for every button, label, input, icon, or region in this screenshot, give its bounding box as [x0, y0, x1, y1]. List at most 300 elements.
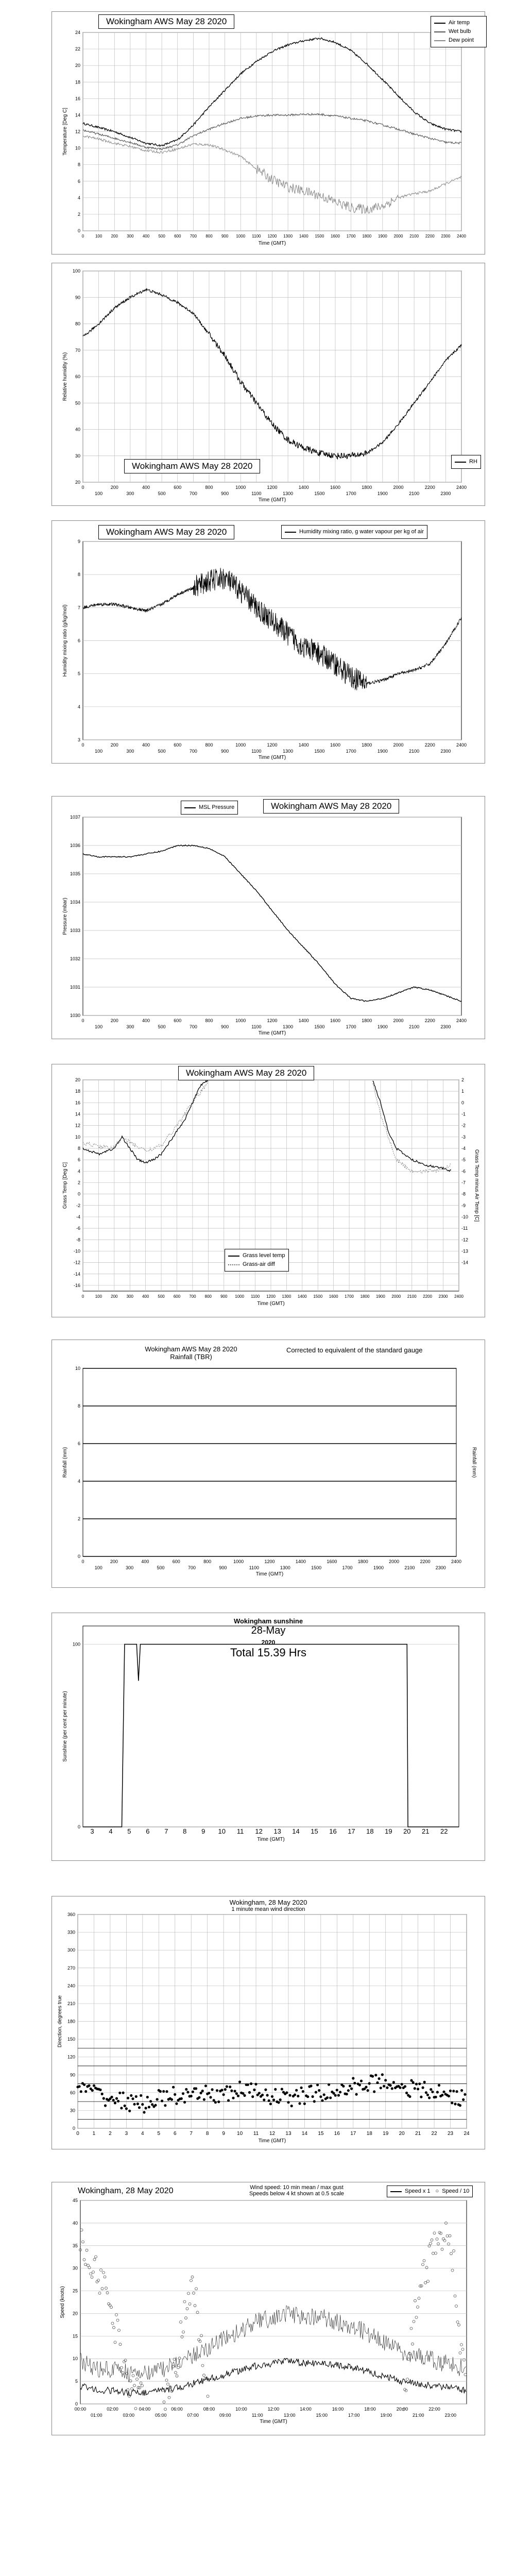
chart-legend: [225, 1249, 289, 1272]
y-tick-label: 14: [75, 1111, 80, 1117]
direction-point: [342, 2085, 345, 2088]
y-tick-label: 12: [75, 1123, 80, 1128]
direction-point: [285, 2091, 288, 2094]
direction-point: [248, 2091, 251, 2094]
x-axis-label: Time (GMT): [257, 1837, 285, 1842]
x-tick-label: 03:00: [123, 2413, 135, 2418]
y-tick-label: 7: [77, 605, 80, 611]
x-tick-label: 8: [205, 2131, 209, 2137]
direction-point: [154, 2104, 157, 2107]
x-tick-label: 600: [174, 234, 181, 239]
y2-tick-label: -13: [461, 1248, 469, 1254]
x-tick-label: 900: [221, 1024, 229, 1029]
y-tick-label: 5: [75, 2379, 78, 2384]
x-tick-label: 800: [205, 485, 213, 490]
y-tick-label: 6: [77, 1157, 80, 1163]
x-tick-label: 09:00: [219, 2413, 231, 2418]
rainfall-chart-svg: [52, 1340, 485, 1587]
sunshine-total: Total 15.39 Hrs: [230, 1646, 306, 1659]
direction-point: [263, 2098, 265, 2101]
direction-point: [358, 2083, 361, 2086]
direction-point: [435, 2096, 437, 2098]
direction-point: [124, 2105, 126, 2107]
x-tick-label: 0: [81, 1018, 84, 1023]
mixing-ratio-chart-panel: [52, 520, 485, 764]
direction-point: [279, 2098, 282, 2101]
x-tick-label: 400: [142, 1018, 150, 1023]
y-tick-label: 1033: [70, 928, 80, 933]
direction-point: [88, 2084, 90, 2087]
x-tick-label: 0: [81, 1559, 84, 1564]
direction-point: [389, 2084, 392, 2087]
y-tick-label: 25: [72, 2288, 78, 2294]
direction-point: [104, 2104, 107, 2107]
y2-tick-label: -12: [461, 1237, 469, 1243]
direction-point: [271, 2095, 273, 2098]
x-tick-label: 1000: [235, 1018, 246, 1023]
humidity-chart-panel: [52, 263, 485, 506]
x-tick-label: 07:00: [187, 2413, 199, 2418]
x-tick-label: 1700: [346, 234, 356, 239]
x-tick-label: 300: [126, 1565, 134, 1570]
chart-title: Wokingham AWS May 28 2020: [263, 799, 399, 814]
direction-point: [143, 2111, 145, 2113]
direction-point: [401, 2083, 403, 2086]
y-tick-label: 40: [75, 427, 80, 432]
x-tick-label: 2300: [435, 1565, 446, 1570]
y-tick-label: 60: [75, 374, 80, 379]
direction-point: [83, 2083, 85, 2086]
direction-point: [93, 2084, 95, 2087]
direction-point: [242, 2092, 244, 2095]
direction-point: [426, 2094, 429, 2096]
y-tick-label: 120: [67, 2054, 75, 2060]
y2-tick-label: -5: [461, 1157, 466, 1163]
mixing-ratio-chart-svg: [52, 521, 485, 763]
direction-point: [414, 2087, 416, 2090]
x-tick-label: 22: [440, 1827, 448, 1835]
y-tick-label: 30: [70, 2108, 75, 2113]
x-tick-label: 17: [350, 2131, 356, 2137]
direction-point: [186, 2091, 189, 2093]
x-tick-label: 1100: [252, 234, 261, 239]
humidity-chart-svg: [52, 263, 485, 505]
direction-point: [353, 2082, 356, 2084]
y2-tick-label: 0: [461, 1100, 465, 1106]
x-tick-label: 1300: [282, 1294, 291, 1299]
x-tick-label: 200: [110, 742, 118, 748]
x-tick-label: 800: [205, 234, 213, 239]
x-tick-label: 900: [221, 491, 229, 496]
direction-point: [247, 2083, 249, 2086]
x-tick-label: 6: [173, 2131, 177, 2137]
x-tick-label: 1600: [330, 1018, 341, 1023]
y-tick-label: 0: [77, 228, 80, 233]
direction-point: [287, 2101, 289, 2104]
y-tick-label: 1036: [70, 843, 80, 848]
x-tick-label: 800: [204, 1294, 212, 1299]
x-tick-label: 100: [95, 749, 103, 754]
direction-point: [436, 2091, 439, 2093]
direction-point: [365, 2086, 367, 2088]
x-tick-label: 0: [81, 1294, 84, 1299]
y-tick-label: 10: [75, 1366, 80, 1371]
x-tick-label: 15: [311, 1827, 318, 1835]
x-tick-label: 800: [205, 742, 213, 748]
x-tick-label: 1800: [362, 1018, 372, 1023]
direction-point: [430, 2088, 432, 2091]
direction-point: [399, 2087, 401, 2089]
x-tick-label: 300: [127, 234, 134, 239]
direction-point: [269, 2103, 272, 2105]
direction-point: [220, 2089, 223, 2091]
x-tick-label: 1100: [251, 1024, 262, 1029]
y-tick-label: 9: [77, 539, 80, 544]
x-tick-label: 2300: [440, 1024, 451, 1029]
x-tick-label: 10: [218, 1827, 226, 1835]
x-tick-label: 2100: [409, 1024, 420, 1029]
chart-title: Wokingham AWS May 28 2020: [178, 1066, 314, 1080]
wind-speed-chart-svg: [52, 2182, 485, 2435]
x-tick-label: 02:00: [107, 2406, 118, 2412]
direction-point: [337, 2094, 340, 2096]
y2-tick-label: -10: [461, 1214, 469, 1219]
y-axis-label: Temperature [Deg C]: [62, 108, 68, 156]
direction-point: [209, 2096, 212, 2098]
rain-subtitle: Rainfall (TBR): [170, 1353, 212, 1361]
chart-title: Wokingham, 28 May 2020: [78, 2187, 174, 2195]
direction-point: [138, 2106, 141, 2109]
x-tick-label: 300: [126, 1024, 134, 1029]
x-tick-label: 1700: [345, 1294, 354, 1299]
x-tick-label: 1500: [315, 234, 324, 239]
y-tick-label: 3: [77, 737, 80, 742]
y-tick-label: 0: [75, 2401, 78, 2406]
x-tick-label: 1500: [313, 1294, 323, 1299]
x-tick-label: 1800: [360, 1294, 370, 1299]
x-tick-label: 10: [237, 2131, 243, 2137]
direction-point: [391, 2087, 393, 2090]
y-tick-label: 80: [75, 321, 80, 327]
direction-point: [386, 2087, 388, 2089]
x-axis-label: Time (GMT): [258, 2138, 286, 2144]
chart-title: [191, 1899, 346, 1912]
chart-legend: [431, 16, 487, 47]
x-tick-label: 1300: [283, 234, 293, 239]
direction-point: [161, 2099, 163, 2102]
x-tick-label: 11: [253, 2131, 259, 2137]
direction-point: [374, 2074, 377, 2076]
direction-point: [422, 2087, 424, 2089]
x-tick-label: 12:00: [267, 2406, 280, 2412]
direction-point: [405, 2092, 408, 2094]
y-tick-label: 1031: [70, 985, 80, 990]
x-tick-label: 20: [399, 2131, 405, 2137]
x-tick-label: 23: [447, 2131, 454, 2137]
direction-point: [368, 2082, 371, 2084]
x-tick-label: 00:00: [74, 2406, 87, 2412]
x-axis-label: Time (GMT): [255, 1571, 284, 1577]
x-tick-label: 1100: [251, 749, 262, 754]
wind-direction-chart-svg: [52, 1896, 485, 2149]
x-tick-label: 20: [403, 1827, 411, 1835]
x-tick-label: 6: [146, 1827, 150, 1835]
x-tick-label: 0: [81, 485, 84, 490]
y2-tick-label: 2: [461, 1077, 465, 1082]
x-tick-label: 2200: [425, 234, 435, 239]
plot-area: [80, 2200, 467, 2404]
direction-point: [226, 2085, 228, 2088]
direction-point: [268, 2099, 270, 2102]
y-axis-label: Relative humidity (%): [62, 352, 68, 401]
pressure-chart-panel: [52, 796, 485, 1039]
x-tick-label: 2000: [393, 485, 404, 490]
y-axis-label: Sunshine (per cent per minute): [62, 1691, 68, 1762]
y-tick-label: 150: [67, 2037, 75, 2042]
x-tick-label: 100: [94, 1565, 102, 1570]
sunshine-header: [217, 1617, 320, 1659]
x-tick-label: 2300: [440, 749, 451, 754]
y-tick-label: 2: [77, 1180, 80, 1185]
direction-point: [198, 2096, 200, 2099]
direction-point: [300, 2087, 303, 2089]
direction-point: [404, 2085, 406, 2088]
x-tick-label: 200: [111, 1294, 118, 1299]
y-tick-label: 20: [75, 63, 80, 69]
direction-point: [135, 2095, 138, 2098]
direction-point: [214, 2101, 217, 2104]
x-tick-label: 9: [222, 2131, 225, 2137]
x-tick-label: 1900: [377, 749, 388, 754]
direction-point: [185, 2088, 187, 2091]
direction-point: [347, 2089, 350, 2092]
direction-point: [438, 2084, 440, 2087]
direction-point: [253, 2089, 255, 2091]
y-axis-label: Pressure (mbar): [62, 897, 68, 935]
direction-point: [378, 2077, 381, 2080]
direction-point: [190, 2095, 193, 2097]
x-tick-label: 14: [292, 1827, 300, 1835]
x-tick-label: 15:00: [316, 2413, 328, 2418]
y2-tick-label: -2: [461, 1123, 466, 1128]
pressure-chart-svg: [52, 796, 485, 1039]
x-tick-label: 22:00: [428, 2406, 440, 2412]
x-tick-label: 700: [187, 1565, 196, 1570]
direction-point: [170, 2098, 173, 2101]
y-tick-label: -6: [76, 1226, 80, 1231]
direction-point: [146, 2096, 149, 2098]
direction-point: [180, 2097, 183, 2100]
x-tick-label: 1100: [249, 1565, 259, 1570]
wind-note-2: Speeds below 4 kt shown at 0.5 scale: [249, 2191, 345, 2197]
legend-grass-level-temp: Grass level temp: [243, 1252, 285, 1259]
direction-point: [164, 2104, 166, 2107]
x-tick-label: 1000: [236, 234, 246, 239]
direction-point: [99, 2089, 101, 2091]
direction-point: [274, 2088, 277, 2091]
x-tick-label: 1500: [314, 749, 325, 754]
y-tick-label: 1037: [70, 815, 80, 820]
x-tick-label: 1300: [280, 1565, 290, 1570]
y-tick-label: 1030: [70, 1013, 80, 1018]
x-tick-label: 24: [464, 2131, 470, 2137]
x-tick-label: 2400: [457, 234, 466, 239]
y2-tick-label: -4: [461, 1145, 466, 1151]
y-tick-label: 0: [77, 1824, 80, 1829]
y-tick-label: -10: [73, 1248, 80, 1254]
direction-point: [203, 2098, 205, 2101]
x-tick-label: 800: [203, 1559, 212, 1564]
x-tick-label: 1300: [283, 749, 294, 754]
x-tick-label: 2000: [393, 234, 403, 239]
x-tick-label: 1800: [357, 1559, 368, 1564]
direction-point: [145, 2107, 147, 2109]
y-tick-label: 22: [75, 46, 80, 52]
x-tick-label: 5: [157, 2131, 161, 2137]
x-tick-label: 200: [110, 1559, 118, 1564]
x-tick-label: 1100: [250, 1294, 260, 1299]
direction-point: [216, 2089, 218, 2092]
x-tick-label: 100: [95, 1024, 103, 1029]
direction-point: [195, 2087, 197, 2090]
direction-point: [425, 2091, 427, 2094]
direction-point: [371, 2075, 374, 2078]
x-tick-label: 9: [201, 1827, 205, 1835]
direction-point: [449, 2090, 452, 2092]
direction-point: [172, 2086, 175, 2089]
x-tick-label: 200: [110, 485, 118, 490]
x-tick-label: 2400: [456, 485, 467, 490]
direction-point: [312, 2095, 314, 2098]
direction-point: [380, 2087, 382, 2089]
x-tick-label: 1400: [298, 485, 309, 490]
direction-point: [234, 2090, 236, 2092]
direction-point: [441, 2094, 443, 2096]
x-tick-label: 1900: [377, 1024, 388, 1029]
x-tick-label: 700: [189, 1024, 197, 1029]
x-tick-label: 1000: [235, 1294, 245, 1299]
y-tick-label: 10: [72, 2356, 78, 2362]
x-tick-label: 700: [189, 749, 197, 754]
x-tick-label: 1700: [342, 1565, 353, 1570]
y-tick-label: -12: [73, 1260, 80, 1265]
direction-point: [326, 2096, 329, 2099]
y-tick-label: -4: [76, 1214, 80, 1219]
plot-area: [83, 1368, 456, 1556]
direction-point: [451, 2102, 453, 2104]
x-tick-label: 700: [189, 491, 197, 496]
x-tick-label: 17: [348, 1827, 355, 1835]
y-tick-label: 300: [67, 1947, 75, 1953]
x-tick-label: 21: [415, 2131, 421, 2137]
direction-point: [289, 2094, 291, 2096]
wind-note-1: Wind speed: 10 min mean / max gust: [250, 2184, 344, 2191]
x-tick-label: 23:00: [444, 2413, 457, 2418]
x-tick-label: 1: [92, 2131, 96, 2137]
y-tick-label: 24: [75, 30, 80, 35]
legend-wet-bulb: Wet bulb: [449, 28, 471, 35]
y-tick-label: 1034: [70, 900, 80, 905]
x-tick-label: 01:00: [90, 2413, 102, 2418]
x-tick-label: 1200: [267, 742, 278, 748]
x-tick-label: 1900: [376, 1294, 385, 1299]
x-tick-label: 05:00: [154, 2413, 167, 2418]
x-tick-label: 04:00: [139, 2406, 151, 2412]
direction-point: [310, 2084, 312, 2087]
direction-point: [165, 2090, 168, 2093]
x-tick-label: 1400: [298, 1018, 309, 1023]
y-tick-label: 20: [75, 1077, 80, 1082]
direction-point: [204, 2084, 207, 2087]
y2-tick-label: -7: [461, 1180, 466, 1185]
y-tick-label: 4: [77, 1168, 80, 1174]
y2-tick-label: -14: [461, 1260, 469, 1265]
winddir-title: Wokingham, 28 May 2020: [229, 1899, 307, 1906]
x-tick-label: 500: [158, 491, 166, 496]
x-tick-label: 16: [334, 2131, 340, 2137]
x-tick-label: 0: [81, 742, 84, 748]
x-tick-label: 2100: [409, 234, 419, 239]
x-tick-label: 1400: [297, 1294, 307, 1299]
x-tick-label: 13: [273, 1827, 281, 1835]
x-tick-label: 2: [109, 2131, 112, 2137]
direction-point: [376, 2081, 379, 2084]
direction-point: [408, 2095, 411, 2098]
x-tick-label: 1900: [373, 1565, 384, 1570]
x-tick-label: 2200: [424, 1018, 435, 1023]
legend-speed-div10: Speed / 10: [442, 2188, 470, 2194]
y-tick-label: 8: [77, 1403, 80, 1409]
y-tick-label: 8: [77, 572, 80, 578]
x-tick-label: 22: [431, 2131, 437, 2137]
direction-point: [316, 2083, 319, 2086]
y-tick-label: 30: [75, 453, 80, 459]
chart-legend: [281, 525, 427, 539]
direction-point: [243, 2094, 246, 2097]
sunshine-chart-panel: [52, 1613, 485, 1861]
x-tick-label: 1000: [235, 742, 246, 748]
x-tick-label: 1100: [251, 491, 262, 496]
direction-point: [156, 2098, 159, 2100]
legend-speed-x1: Speed x 1: [405, 2188, 431, 2194]
direction-point: [336, 2089, 338, 2091]
y-tick-label: 15: [72, 2333, 78, 2339]
chart-title: Wokingham AWS May 28 2020: [124, 459, 260, 473]
y-tick-label: 18: [75, 1089, 80, 1094]
y-tick-label: 20: [72, 2311, 78, 2316]
x-tick-label: 1700: [346, 491, 356, 496]
direction-point: [392, 2081, 395, 2083]
wind-speed-chart-panel: [52, 2182, 485, 2435]
y-tick-label: 18: [75, 79, 80, 85]
chart-legend: Speed x 1 ○ Speed / 10: [387, 2185, 473, 2197]
direction-point: [303, 2103, 306, 2105]
x-tick-label: 14: [301, 2131, 307, 2137]
direction-point: [149, 2100, 152, 2103]
y-tick-label: 2: [77, 211, 80, 217]
direction-point: [211, 2088, 214, 2091]
direction-point: [278, 2101, 280, 2104]
x-tick-label: 800: [205, 1018, 213, 1023]
y2-tick-label: 1: [461, 1089, 465, 1094]
direction-point: [350, 2088, 353, 2090]
direction-point: [418, 2082, 421, 2085]
direction-point: [131, 2097, 134, 2100]
direction-point: [428, 2096, 431, 2099]
grass-temp-chart-svg: [52, 1064, 485, 1317]
plot-area: [83, 817, 461, 1015]
speed-div10-point: [134, 2407, 137, 2410]
